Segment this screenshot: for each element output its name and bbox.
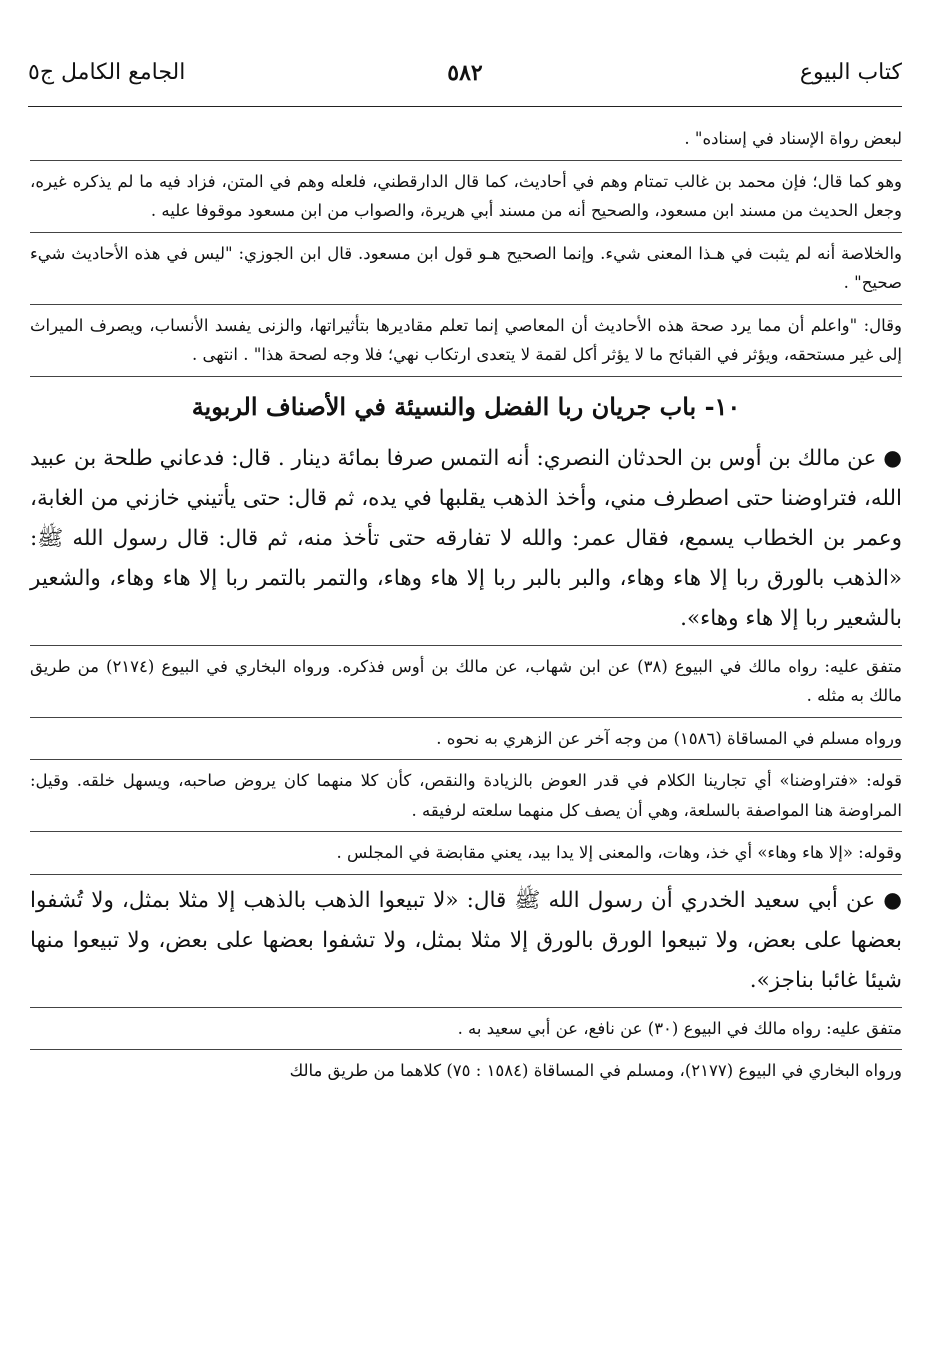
page-header <box>28 48 902 107</box>
running-title-book: كتاب البيوع <box>799 60 902 85</box>
paragraph-summary: والخلاصة أنه لم يثبت في هـذا المعنى شيء. وإنما الصحيح هـو قول ابن مسعود. قال ابن الجوزي: "ليس في هذه الأحاديث شيء صحيح" . <box>30 233 902 305</box>
hadith-malik-ibn-aws: ● عن مالك بن أوس بن الحدثان النصري: أنه التمس صرفا بمائة دينار . قال: فدعاني طلحة بن عبيد الله، فتراوضنا حتى اصطرف مني، وأخذ الذهب يقلبها في يده، ثم قال: حتى يأتيني خازني من الغابة، وعمر بن الخطاب يسمع، فقال عمر: والله لا تفارقه حتى تأخذ منه، ثم قال: قال رسول الله ﷺ: «الذهب بالورق ربا إلا هاء وهاء، والبر بالبر ربا إلا هاء وهاء، والتمر بالتمر ربا إلا هاء وهاء، والشعير بالشعير ربا إلا هاء وهاء». <box>30 433 902 646</box>
takhrij-note-1: متفق عليه: رواه مالك في البيوع (٣٨) عن ابن شهاب، عن مالك بن أوس فذكره. ورواه البخاري في البيوع (٢١٧٤) من طريق مالك به مثله . <box>30 646 902 718</box>
paragraph-commentary-1: وهو كما قال؛ فإن محمد بن غالب تمتام وهم في أحاديث، كما قال الدارقطني، فلعله وهم في المتن، فزاد فيه ما لم يذكره غيره، وجعل الحديث من مسند ابن مسعود، والصحيح أنه من مسند أبي هريرة، والصواب من ابن مسعود موقوفا عليه . <box>30 161 902 233</box>
running-title-volume: الجامع الكامل ج٥ <box>28 60 186 85</box>
page-body <box>30 118 902 1092</box>
page-number: ٥٨٢ <box>447 60 483 86</box>
takhrij-note-4: ورواه البخاري في البيوع (٢١٧٧)، ومسلم في المساقاة (١٥٨٤ : ٧٥) كلاهما من طريق مالك <box>289 1061 902 1080</box>
explanation-note-2: وقوله: «إلا هاء وهاء» أي خذ، وهات، والمعنى إلا يدا بيد، يعني مقابضة في المجلس . <box>30 832 902 875</box>
takhrij-note-2: ورواه مسلم في المساقاة (١٥٨٦) من وجه آخر عن الزهري به نحوه . <box>30 718 902 761</box>
paragraph-continuation: لبعض رواة الإسناد في إسناده" . <box>30 118 902 161</box>
chapter-heading: ١٠- باب جريان ربا الفضل والنسيئة في الأصناف الربوية <box>191 391 741 421</box>
takhrij-note-3: متفق عليه: رواه مالك في البيوع (٣٠) عن نافع، عن أبي سعيد به . <box>30 1008 902 1051</box>
explanation-note-1: قوله: «فتراوضنا» أي تجارينا الكلام في قدر العوض بالزيادة والنقص، كأن كلا منهما كان يروض صاحبه، ويسهل خلقه. وقيل: المراوضة هنا المواصفة بالسلعة، وهي أن يصف كل منهما سلعته لرفيقه . <box>30 760 902 832</box>
hadith-abu-said: ● عن أبي سعيد الخدري أن رسول الله ﷺ قال: «لا تبيعوا الذهب بالذهب إلا مثلا بمثل، ولا تُشفوا بعضها على بعض، ولا تبيعوا الورق بالورق إلا مثلا بمثل، ولا تشفوا بعضها على بعض، ولا تبيعوا منها شيئا غائبا بناجز». <box>30 875 902 1008</box>
paragraph-quote: وقال: "واعلم أن مما يرد صحة هذه الأحاديث أن المعاصي إنما تعلم مقاديرها بتأثيراتها، والزنى يفسد الأنساب، ويصرف الميراث إلى غير مستحقه، ويؤثر في القبائح ما لا يؤثر أكل لقمة لا يتعدى ارتكاب نهي؛ فلا وجه لصحة هذا" . انتهى . <box>30 305 902 377</box>
